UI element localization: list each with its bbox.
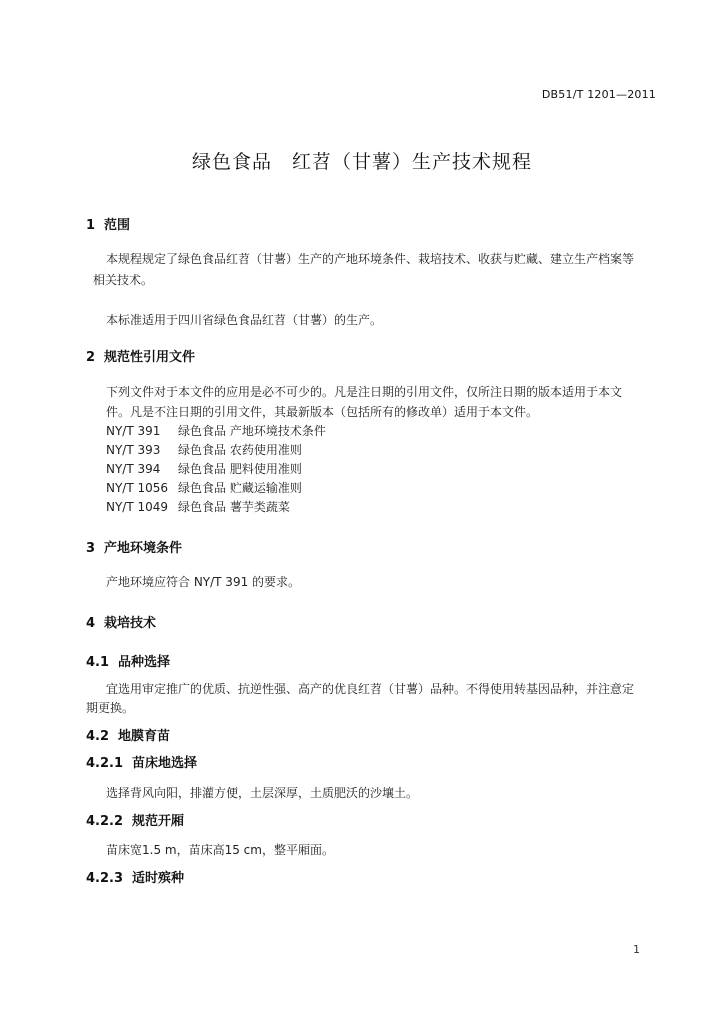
section-heading-3: [86, 537, 182, 556]
reference-item: [106, 460, 302, 477]
section-heading-4: [86, 612, 156, 631]
reference-name: 绿色食品 贮藏运输准则: [178, 481, 302, 495]
section-heading-1: [86, 214, 130, 233]
subsection-heading-4-1: [86, 651, 170, 670]
paragraph: 选择背风向阳，排灌方便，土层深厚，土质肥沃的沙壤土。: [106, 786, 419, 800]
section-number: 1: [86, 218, 96, 233]
reference-item: [106, 479, 302, 496]
subsection-heading-4-2-2: [86, 810, 184, 829]
subsection-number: 4.2: [86, 729, 110, 744]
subsection-heading-4-2: [86, 725, 170, 744]
reference-name: 绿色食品 薯芋类蔬菜: [178, 500, 290, 514]
paragraph: 苗床宽1.5 m，苗床高15 cm，整平厢面。: [106, 843, 334, 857]
section-number: 4: [86, 616, 96, 631]
section-title: 范围: [104, 218, 131, 233]
document-title: 绿色食品 红苕（甘薯）生产技术规程: [191, 151, 532, 173]
standard-code: DB51/T 1201—2011: [541, 88, 656, 101]
reference-code: NY/T 1056: [106, 481, 169, 495]
subsection-number: 4.1: [86, 655, 110, 670]
reference-item: [106, 441, 302, 458]
paragraph-line: 宜选用审定推广的优质、抗逆性强、高产的优良红苕（甘薯）品种。不得使用转基因品种，并注意定: [106, 682, 635, 696]
section-title: 栽培技术: [104, 616, 157, 631]
paragraph-line: 下列文件对于本文件的应用是必不可少的。凡是注日期的引用文件，仅所注日期的版本适用于本文: [106, 385, 623, 399]
reference-code: NY/T 1049: [106, 500, 169, 514]
paragraph: 产地环境应符合 NY/T 391 的要求。: [106, 575, 301, 589]
reference-name: 绿色食品 肥料使用准则: [178, 462, 302, 476]
subsection-title: 苗床地选择: [132, 756, 198, 771]
paragraph-line: 相关技术。: [93, 273, 154, 287]
reference-code: NY/T 393: [106, 443, 161, 457]
paragraph-line: 件。凡是不注日期的引用文件，其最新版本（包括所有的修改单）适用于本文件。: [106, 405, 539, 419]
subsection-title: 地膜育苗: [118, 729, 171, 744]
reference-item: [106, 498, 290, 515]
section-number: 2: [86, 350, 96, 365]
subsection-number: 4.2.3: [86, 871, 124, 886]
reference-name: 绿色食品 农药使用准则: [178, 443, 302, 457]
subsection-title: 规范开厢: [132, 814, 185, 829]
paragraph-line: 期更换。: [86, 701, 135, 715]
paragraph-line: 本规程规定了绿色食品红苕（甘薯）生产的产地环境条件、栽培技术、收获与贮藏、建立生产档案等: [106, 252, 635, 266]
subsection-heading-4-2-1: [86, 752, 197, 771]
reference-name: 绿色食品 产地环境技术条件: [178, 424, 326, 438]
reference-item: [106, 422, 326, 439]
section-number: 3: [86, 541, 96, 556]
page-number: 1: [633, 943, 640, 956]
section-heading-2: [86, 346, 195, 365]
subsection-heading-4-2-3: [86, 867, 184, 886]
paragraph: 本标准适用于四川省绿色食品红苕（甘薯）的生产。: [106, 313, 383, 327]
section-title: 产地环境条件: [104, 541, 183, 556]
reference-code: NY/T 394: [106, 462, 161, 476]
subsection-number: 4.2.2: [86, 814, 124, 829]
section-title: 规范性引用文件: [104, 350, 196, 365]
subsection-title: 适时殡种: [132, 871, 185, 886]
reference-code: NY/T 391: [106, 424, 161, 438]
subsection-title: 品种选择: [118, 655, 171, 670]
subsection-number: 4.2.1: [86, 756, 124, 771]
